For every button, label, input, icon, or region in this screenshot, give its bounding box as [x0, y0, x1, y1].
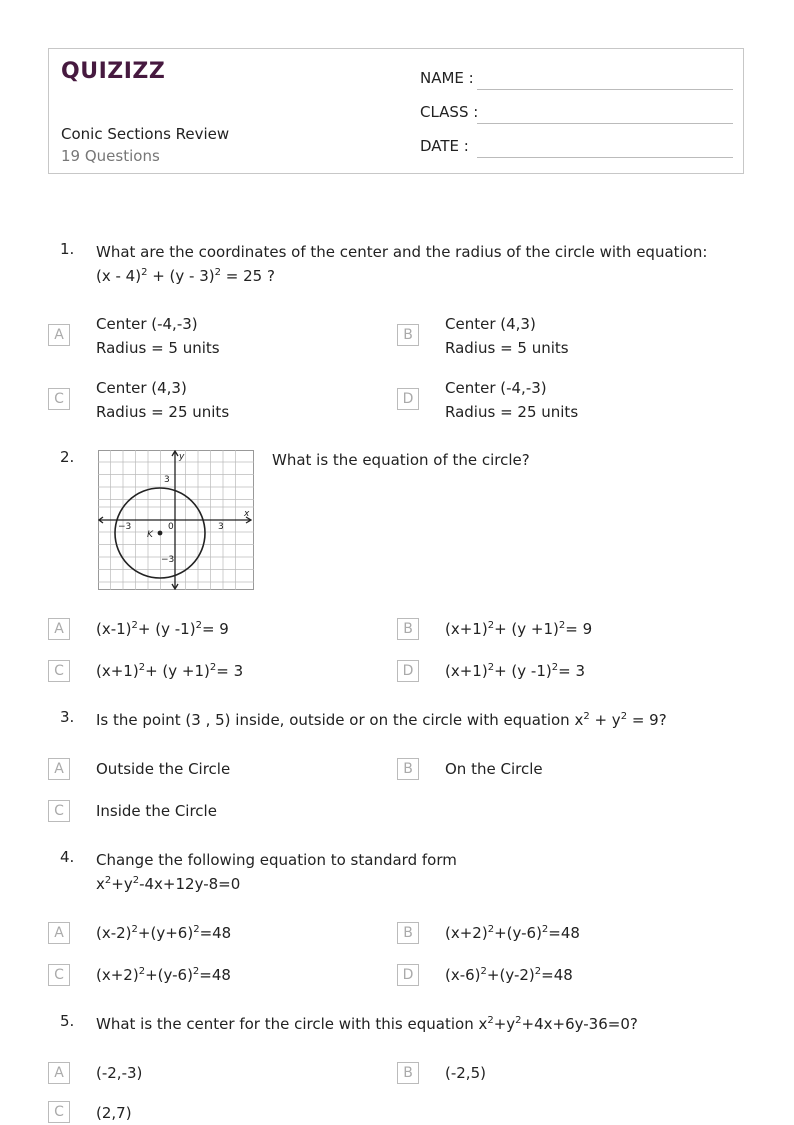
- q1-option-c-text[interactable]: Center (4,3) Radius = 25 units: [96, 379, 230, 421]
- class-line[interactable]: [477, 123, 733, 124]
- q1-option-a-text[interactable]: Center (-4,-3) Radius = 5 units: [96, 315, 220, 357]
- class-label: CLASS :: [420, 103, 479, 121]
- question-5-text: What is the center for the circle with this equation $x^2+y^2+4x+6y-36=0$?: [96, 1015, 638, 1033]
- q1-option-b-text[interactable]: Center (4,3) Radius = 5 units: [445, 315, 569, 357]
- q5-option-a-text[interactable]: (-2,-3): [96, 1064, 143, 1082]
- circle-graph: [98, 450, 254, 590]
- q2-option-b-box[interactable]: B: [397, 618, 419, 640]
- q2-option-d-text[interactable]: $(x+1)^2+ (y$ -1)$^2$= 3: [445, 662, 585, 680]
- date-label: DATE :: [420, 137, 469, 155]
- question-2-number: 2.: [60, 448, 75, 466]
- q1-option-c-box[interactable]: C: [48, 388, 70, 410]
- q4-option-c-box[interactable]: C: [48, 964, 70, 986]
- q4-option-b-box[interactable]: B: [397, 922, 419, 944]
- question-count: 19 Questions: [61, 147, 160, 165]
- q3-option-a-box[interactable]: A: [48, 758, 70, 780]
- question-2-text: What is the equation of the circle?: [272, 451, 530, 469]
- q1-option-d-text[interactable]: Center (-4,-3) Radius = 25 units: [445, 379, 579, 421]
- q2-option-d-box[interactable]: D: [397, 660, 419, 682]
- quizizz-logo: QUIZIZZ: [61, 59, 166, 84]
- question-4-line1: Change the following equation to standard form: [96, 851, 457, 869]
- q4-option-d-text[interactable]: $(x-6)^2+(y-2)^2=48$: [445, 966, 573, 984]
- q2-option-b-text[interactable]: $(x+1)^2+ (y +1)^2= 9$: [445, 620, 593, 638]
- worksheet-header: [48, 48, 744, 174]
- q1-option-b-box[interactable]: B: [397, 324, 419, 346]
- name-line[interactable]: [477, 89, 733, 90]
- center-point-k: [158, 531, 163, 536]
- q1-option-a-box[interactable]: A: [48, 324, 70, 346]
- name-label: NAME :: [420, 69, 474, 87]
- q5-option-a-box[interactable]: A: [48, 1062, 70, 1084]
- worksheet-title: Conic Sections Review: [61, 125, 230, 143]
- question-5-number: 5.: [60, 1012, 75, 1030]
- question-3-number: 3.: [60, 708, 75, 726]
- date-line[interactable]: [477, 157, 733, 158]
- question-1-number: 1.: [60, 240, 75, 258]
- q1-option-d-box[interactable]: D: [397, 388, 419, 410]
- q3-option-a-text[interactable]: Outside the Circle: [96, 760, 231, 778]
- svg-text:3: 3: [218, 522, 224, 532]
- q5-option-b-box[interactable]: B: [397, 1062, 419, 1084]
- svg-text:x: x: [244, 509, 250, 519]
- svg-text:−3: −3: [118, 522, 132, 532]
- q4-option-c-text[interactable]: $(x+2)^2+(y-6)^2=48$: [96, 966, 231, 984]
- question-1-line1: What are the coordinates of the center and the radius of the circle with equation:: [96, 243, 708, 261]
- svg-text:−3: −3: [161, 555, 175, 565]
- question-1-text: [96, 240, 707, 288]
- q2-option-c-box[interactable]: C: [48, 660, 70, 682]
- question-4-number: 4.: [60, 848, 75, 866]
- q3-option-b-text[interactable]: On the Circle: [445, 760, 543, 778]
- svg-text:K: K: [147, 530, 153, 540]
- svg-text:0: 0: [168, 522, 174, 532]
- q2-option-c-text[interactable]: $(x+1)^2+ (y +1)^2= 3$: [96, 662, 244, 680]
- q2-option-a-box[interactable]: A: [48, 618, 70, 640]
- q4-option-b-text[interactable]: $(x+2)^2+(y-6)^2=48$: [445, 924, 580, 942]
- question-4-line2: $x^2+y^2-4x+12y-8=0$: [96, 875, 241, 893]
- q4-option-a-box[interactable]: A: [48, 922, 70, 944]
- q5-option-c-text[interactable]: (2,7): [96, 1104, 132, 1122]
- svg-text:3: 3: [164, 475, 170, 485]
- svg-text:y: y: [179, 452, 185, 462]
- q3-option-c-text[interactable]: Inside the Circle: [96, 802, 217, 820]
- q2-option-a-text[interactable]: $(x-1)^2+ (y$ -1)$^2$= 9: [96, 620, 229, 638]
- q3-option-c-box[interactable]: C: [48, 800, 70, 822]
- question-4-text: [96, 848, 457, 896]
- question-1-line2: (x - 4)$^2$ + (y - 3)$^2$ = 25 ?: [96, 267, 275, 285]
- q3-option-b-box[interactable]: B: [397, 758, 419, 780]
- q4-option-a-text[interactable]: $(x-2)^2+(y+6)^2=48$: [96, 924, 232, 942]
- question-3-text: Is the point (3 , 5) inside, outside or on the circle with equation $x^2 + y^2 = 9$?: [96, 711, 667, 729]
- q4-option-d-box[interactable]: D: [397, 964, 419, 986]
- q5-option-c-box[interactable]: C: [48, 1101, 70, 1123]
- q5-option-b-text[interactable]: (-2,5): [445, 1064, 486, 1082]
